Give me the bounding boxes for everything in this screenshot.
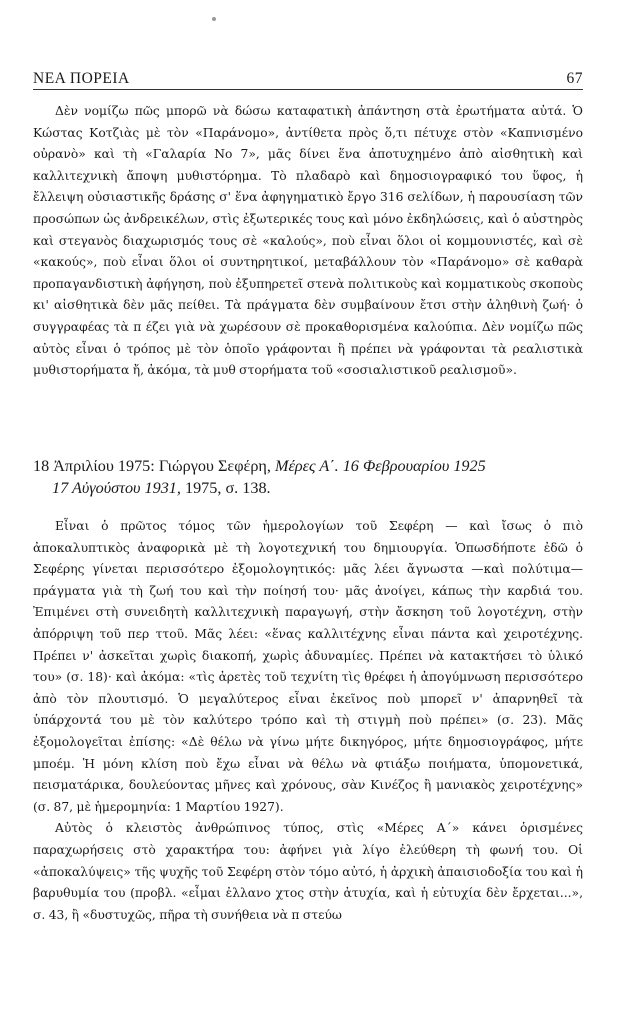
entry-date: 18 Ἀπριλίου 1975: — [33, 457, 159, 475]
review-text-block — [33, 516, 583, 926]
header-rule — [33, 89, 583, 90]
page-number: 67 — [566, 70, 583, 87]
entry-author: Γιώργου Σεφέρη, — [158, 457, 275, 475]
review-paragraph-1: Εἶναι ὁ πρῶτος τόμος τῶν ἡμερολογίων τοῦ Σεφέρη — καὶ ἴσως ὁ πιὸ ἀποκαλυπτικὸς ἀναφορικὰ μὲ τὴ λογοτεχνική του δημιουργία. Ὁπωσδήποτε ἐδῶ ὁ Σεφέρης γίνεται περισσότερο ἐξομολογητικός: μᾶς λέει ἄγνωστα —καὶ πολύτιμα— πράγματα γιὰ τὴ ζωή του καὶ τὴν ποίησή του· μᾶς ἀνοίγει, κάπως τὴν καρδιά του. Ἐπιμένει στὴ συνειδητὴ καλλιτεχνικὴ παραγωγή, στὴν ἄσκηση τοῦ λογοτέχνη, στὴν ἀπόρριψη τοῦ περ ττοῦ. Μᾶς λέει: «ἕνας καλλιτέχνης εἶναι πάντα καὶ χειροτέχνης. Πρέπει ν' ἀσκεῖται χωρὶς διακοπή, χωρὶς ἀδυναμίες. Πρέπει νὰ κατακτήσει τὸ ὑλικό του» (σ. 18)· καὶ ἀκόμα: «τὶς ἀρετὲς τοῦ τεχνίτη τὶς θρέφει ἡ ἀπογύμνωση περισσότερο ἀπὸ τὸν πλουτισμό. Ὁ μεγαλύτερος εἶναι ἐκεῖνος ποὺ μπορεῖ ν' ἀπαρνηθεῖ τὰ ὑπάρχοντά του μὲ τὸν καλύτερο τρόπο καὶ τὴ στιγμὴ ποὺ πρέπει» (σ. 23). Μᾶς ἐξομολογεῖται ἐπίσης: «Δὲ θέλω νὰ γίνω μήτε δικηγόρος, μήτε δημοσιογράφος, μήτε μποέμ. Ἡ μόνη κλίση ποὺ ἔχω εἶναι νὰ θέλω νὰ φτιάξω ποιήματα, ὑπομονετικά, πεισματάρικα, δουλεύοντας μῆνες καὶ χρόνους, σὰν Κινέζος ἢ μανιακὸς χειροτέχνης» (σ. 87, μὲ ἡμερομηνία: 1 Μαρτίου 1927). — [33, 519, 583, 814]
entry-heading-line2 — [33, 479, 271, 497]
entry-heading — [33, 455, 583, 499]
entry-details: 1975, σ. 138. — [180, 479, 271, 497]
entry-title-part1: Μέρες Α΄. 16 Φεβρουαρίου 1925 — [275, 457, 486, 475]
journal-title: ΝΕΑ ΠΟΡΕΙΑ — [33, 70, 130, 87]
intro-paragraph: Δὲν νομίζω πῶς μπορῶ νὰ δώσω καταφατικὴ ἀπάντηση στὰ ἐρωτήματα αὐτά. Ὁ Κώστας Κοτζιὰς μὲ τὸν «Παράνομο», ἀντίθετα πρὸς ὅ,τι πέτυχε στὸν «Καπνισμένο οὐρανὸ» καὶ τὴ «Γαλαρία Νο 7», μᾶς δίνει ἕνα ἀποτυχημένο ἀπὸ αἰσθητικὴ καὶ καλλιτεχνικὴ ἄποψη μυθιστόρημα. Τὸ πλαδαρὸ καὶ δημοσιογραφικό του ὕφος, ἡ ἔλλειψη οὐσιαστικῆς δράσης σ' ἕνα ἀφηγηματικὸ ἔργο 316 σελίδων, ἡ παρουσίαση τῶν προσώπων ὡς ἀνδρεικέλων, στὶς ἐξωτερικές τους καὶ μόνο ἐκδηλώσεις, καὶ ὁ αὐστηρὸς καὶ στεγανὸς διαχωρισμός τους σὲ «καλούς», ποὺ εἶναι ὅλοι οἱ κομμουνιστές, καὶ σὲ «κακούς», ποὺ εἶναι ὅλοι οἱ συντηρητικοί, μεταβάλλουν τὸν «Παράνομο» σὲ καθαρὰ προπαγανδιστικὴ ἀφήγηση, ποὺ ἐξυπηρετεῖ στενὰ πολιτικοὺς καὶ κομματικοὺς σκοποὺς κι' αἰσθητικὰ δὲν μᾶς πείθει. Τὰ πράγματα δὲν συμβαίνουν ἔτσι στὴν ἀληθινὴ ζωή· ὁ συγγραφέας τὰ π έζει γιὰ νὰ χωρέσουν σὲ προκαθορισμένα καλούπια. Δὲν νομίζω πῶς αὐτὸς εἶναι ὁ τρόπος μὲ τὸν ὁποῖο γράφονται ἢ πρέπει νὰ γράφονται τὰ ρεαλιστικὰ μυθιστορήματα ἤ, ἀκόμα, τὰ μυθ στορήματα τοῦ «σοσιαλιστικοῦ ρεαλισμοῦ». — [33, 104, 583, 378]
entry-title-part2: 17 Αὐγούστου 1931, — [52, 479, 181, 497]
running-head — [33, 70, 583, 90]
intro-text-block — [33, 101, 583, 382]
review-paragraph-2: Αὐτὸς ὁ κλειστὸς ἀνθρώπινος τύπος, στὶς «Μέρες Α΄» κάνει ὁρισμένες παραχωρήσεις στὸ χαρακτήρα του: ἀφήνει γιὰ λίγο ἐλεύθερη τὴ φωνή του. Οἱ «ἀποκαλύψεις» τῆς ψυχῆς τοῦ Σεφέρη στὸν τόμο αὐτό, ἡ ἀρχικὴ ἀπαισιοδοξία του καὶ ἡ βαρυθυμία του (προβλ. «εἶμαι ἐλλανο χτος στὴν ἀτυχία, καὶ ἡ εὐτυχία δὲν ἔρχεται...», σ. 43, ἢ «δυστυχῶς, πῆρα τὴ συνήθεια νὰ π στεύω — [33, 821, 583, 922]
scan-speck — [212, 17, 216, 21]
